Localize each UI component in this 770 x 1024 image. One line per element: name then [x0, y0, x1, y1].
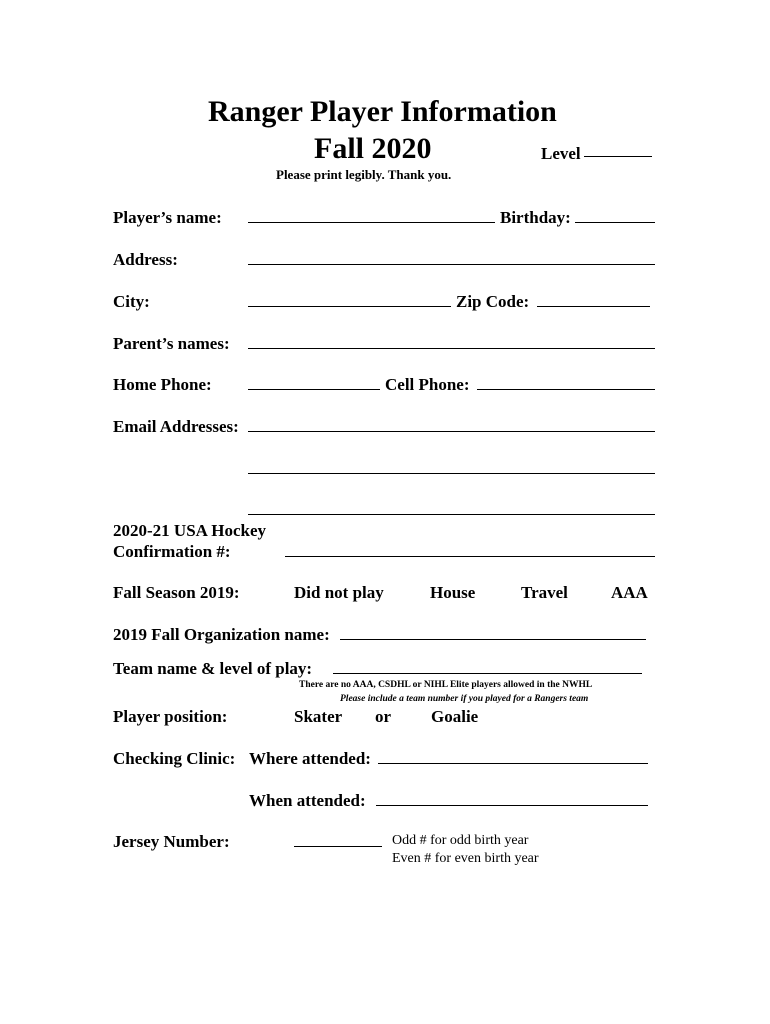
city-label: City:	[113, 292, 150, 311]
team-number-note: Please include a team number if you played for a Rangers team	[340, 694, 589, 704]
email-line-1[interactable]	[248, 431, 655, 432]
cell-phone-label: Cell Phone:	[385, 375, 470, 394]
home-phone-label: Home Phone:	[113, 375, 212, 394]
option-skater[interactable]: Skater	[294, 707, 343, 726]
usa-hockey-label: 2020-21 USA Hockey	[113, 521, 266, 540]
email-label: Email Addresses:	[113, 417, 239, 436]
zip-line[interactable]	[537, 306, 650, 307]
form-title: Ranger Player Information	[208, 95, 557, 128]
jersey-number-label: Jersey Number:	[113, 832, 230, 851]
fall-org-line[interactable]	[340, 639, 646, 640]
instructions: Please print legibly. Thank you.	[276, 167, 452, 182]
player-name-label: Player’s name:	[113, 208, 222, 227]
fall-season-label: Fall Season 2019:	[113, 583, 240, 602]
team-name-label: Team name & level of play:	[113, 659, 313, 678]
birthday-line[interactable]	[575, 222, 655, 223]
option-house[interactable]: House	[430, 583, 476, 602]
checking-clinic-label: Checking Clinic:	[113, 749, 236, 768]
even-note: Even # for even birth year	[392, 851, 539, 866]
level-line[interactable]	[584, 156, 652, 157]
level-label: Level	[541, 144, 581, 163]
confirmation-line[interactable]	[285, 556, 655, 557]
option-aaa[interactable]: AAA	[611, 583, 648, 602]
team-name-line[interactable]	[333, 673, 642, 674]
city-line[interactable]	[248, 306, 451, 307]
birthday-label: Birthday:	[500, 208, 571, 227]
option-travel[interactable]: Travel	[521, 583, 568, 602]
when-attended-label: When attended:	[249, 791, 366, 810]
player-name-line[interactable]	[248, 222, 495, 223]
address-line[interactable]	[248, 264, 655, 265]
confirmation-label: Confirmation #:	[113, 542, 231, 561]
option-did-not-play[interactable]: Did not play	[294, 583, 384, 602]
jersey-number-line[interactable]	[294, 846, 382, 847]
form-subtitle: Fall 2020	[314, 132, 432, 165]
nwhl-note: There are no AAA, CSDHL or NIHL Elite players allowed in the NWHL	[299, 680, 593, 690]
player-position-label: Player position:	[113, 707, 228, 726]
cell-phone-line[interactable]	[477, 389, 655, 390]
address-label: Address:	[113, 250, 178, 269]
option-goalie[interactable]: Goalie	[431, 707, 479, 726]
zip-label: Zip Code:	[456, 292, 530, 311]
email-line-3[interactable]	[248, 514, 655, 515]
parents-line[interactable]	[248, 348, 655, 349]
email-line-2[interactable]	[248, 473, 655, 474]
parents-label: Parent’s names:	[113, 334, 230, 353]
where-attended-label: Where attended:	[249, 749, 371, 768]
fall-org-label: 2019 Fall Organization name:	[113, 625, 330, 644]
where-attended-line[interactable]	[378, 763, 648, 764]
odd-note: Odd # for odd birth year	[392, 833, 529, 848]
position-or: or	[375, 707, 392, 726]
when-attended-line[interactable]	[376, 805, 648, 806]
home-phone-line[interactable]	[248, 389, 380, 390]
